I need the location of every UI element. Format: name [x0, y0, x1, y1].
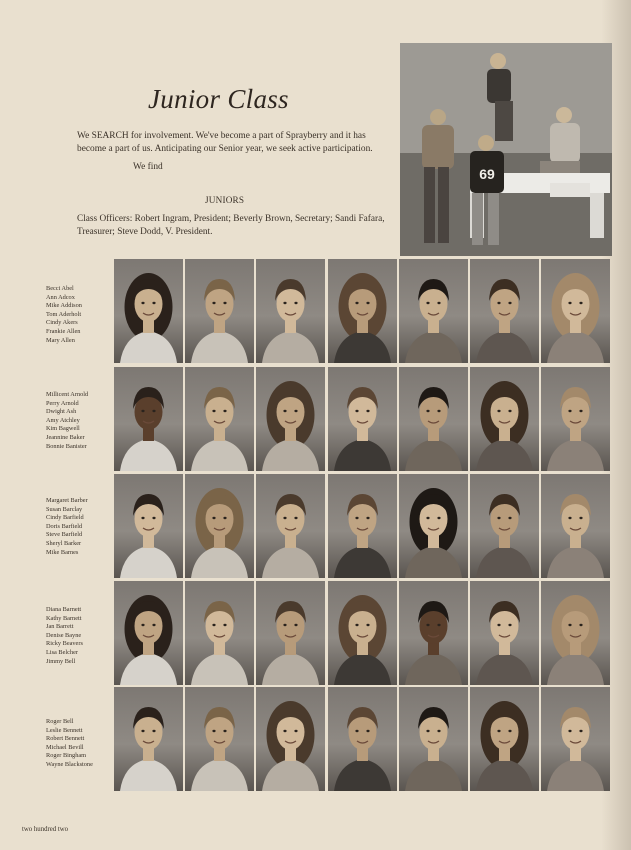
student-portrait	[185, 581, 254, 685]
student-name: Cindy Akers	[46, 319, 78, 327]
student-name: Kim Bagwell	[46, 425, 80, 433]
intro-paragraph: We SEARCH for involvement. We've become a part of Sprayberry and it has become a part of us. Anticipating our Senior year, we seek active participation.	[77, 131, 373, 154]
student-portrait	[541, 259, 610, 363]
student-portrait	[185, 474, 254, 578]
student-portrait	[185, 367, 254, 471]
student-portrait	[185, 259, 254, 363]
row-5-names	[46, 718, 93, 770]
row-1-names	[46, 285, 82, 345]
student-portrait	[328, 687, 397, 791]
student-portrait	[256, 259, 325, 363]
student-name: Diana Barnett	[46, 606, 82, 613]
student-portrait	[470, 581, 539, 685]
student-name: Tom Aderholt	[46, 310, 82, 318]
student-name: Mike Barnes	[46, 548, 79, 556]
student-name: Bonnie Banister	[46, 442, 87, 450]
student-name: Kathy Barnett	[46, 614, 82, 622]
student-portrait	[470, 367, 539, 471]
student-portrait	[470, 474, 539, 578]
page-title: Junior Class	[148, 84, 289, 114]
student-name: Frankie Allen	[46, 327, 81, 335]
student-name: Michael Bevill	[46, 743, 84, 751]
student-portrait	[541, 367, 610, 471]
student-portrait	[256, 367, 325, 471]
student-name: Roger Bell	[46, 718, 74, 725]
student-name: Robert Bennett	[46, 735, 85, 743]
student-name: Ann Adcox	[46, 293, 75, 301]
student-portrait	[399, 474, 468, 578]
student-name: Roger Bingham	[46, 752, 87, 760]
student-name: Denise Bayne	[46, 631, 82, 639]
row-4-names	[46, 606, 83, 666]
section-heading: JUNIORS	[205, 195, 245, 205]
row-3-names	[46, 497, 88, 557]
student-name: Amy Atchley	[46, 416, 80, 424]
student-name: Dwight Ash	[46, 408, 77, 416]
student-portrait	[328, 259, 397, 363]
student-portrait	[114, 581, 183, 685]
student-portrait	[114, 259, 183, 363]
student-portrait	[114, 687, 183, 791]
student-name: Margaret Barber	[46, 497, 88, 504]
student-name: Jimmy Bell	[46, 657, 76, 665]
student-portrait	[256, 581, 325, 685]
student-name: Jeannine Baker	[46, 433, 85, 441]
student-name: Millicent Arnold	[46, 391, 89, 398]
student-name: Wayne Blackstone	[46, 760, 93, 768]
student-portrait	[541, 581, 610, 685]
class-officers-photo	[400, 43, 612, 256]
student-name: Susan Barclay	[46, 505, 83, 513]
student-portrait	[541, 474, 610, 578]
student-name: Leslie Bennett	[46, 726, 83, 734]
student-name: Cindy Barfield	[46, 514, 84, 522]
student-name: Steve Barfield	[46, 531, 83, 539]
page-number: two hundred two	[22, 826, 69, 833]
student-portrait	[399, 581, 468, 685]
student-name: Jan Barrett	[46, 623, 74, 631]
student-portrait	[328, 367, 397, 471]
student-portrait	[256, 474, 325, 578]
student-name: Lisa Belcher	[46, 648, 78, 656]
student-name: Doris Barfield	[46, 522, 83, 530]
row-2-names	[46, 391, 88, 451]
student-portrait	[399, 687, 468, 791]
student-portrait	[541, 687, 610, 791]
student-portrait	[399, 367, 468, 471]
student-portrait	[470, 259, 539, 363]
student-portrait	[399, 259, 468, 363]
student-portrait	[470, 687, 539, 791]
student-name: Mary Allen	[46, 336, 75, 344]
we-find-text: We find	[133, 162, 163, 172]
jersey-number: 69	[479, 166, 495, 182]
student-name: Mike Addison	[46, 302, 82, 310]
student-name: Sheryl Barker	[46, 539, 82, 547]
student-portrait	[185, 687, 254, 791]
student-name: Ricky Beavers	[46, 640, 83, 648]
student-portrait	[256, 687, 325, 791]
student-portrait	[328, 474, 397, 578]
student-portrait	[114, 474, 183, 578]
student-portrait	[114, 367, 183, 471]
class-officers-text: Class Officers: Robert Ingram, President; Beverly Brown, Secretary; Sandi Fafara, Treasurer; Steve Dodd, V. President.	[77, 214, 385, 237]
student-name: Becci Abel	[46, 285, 74, 292]
student-portrait	[328, 581, 397, 685]
student-name: Perry Arnold	[46, 399, 79, 407]
